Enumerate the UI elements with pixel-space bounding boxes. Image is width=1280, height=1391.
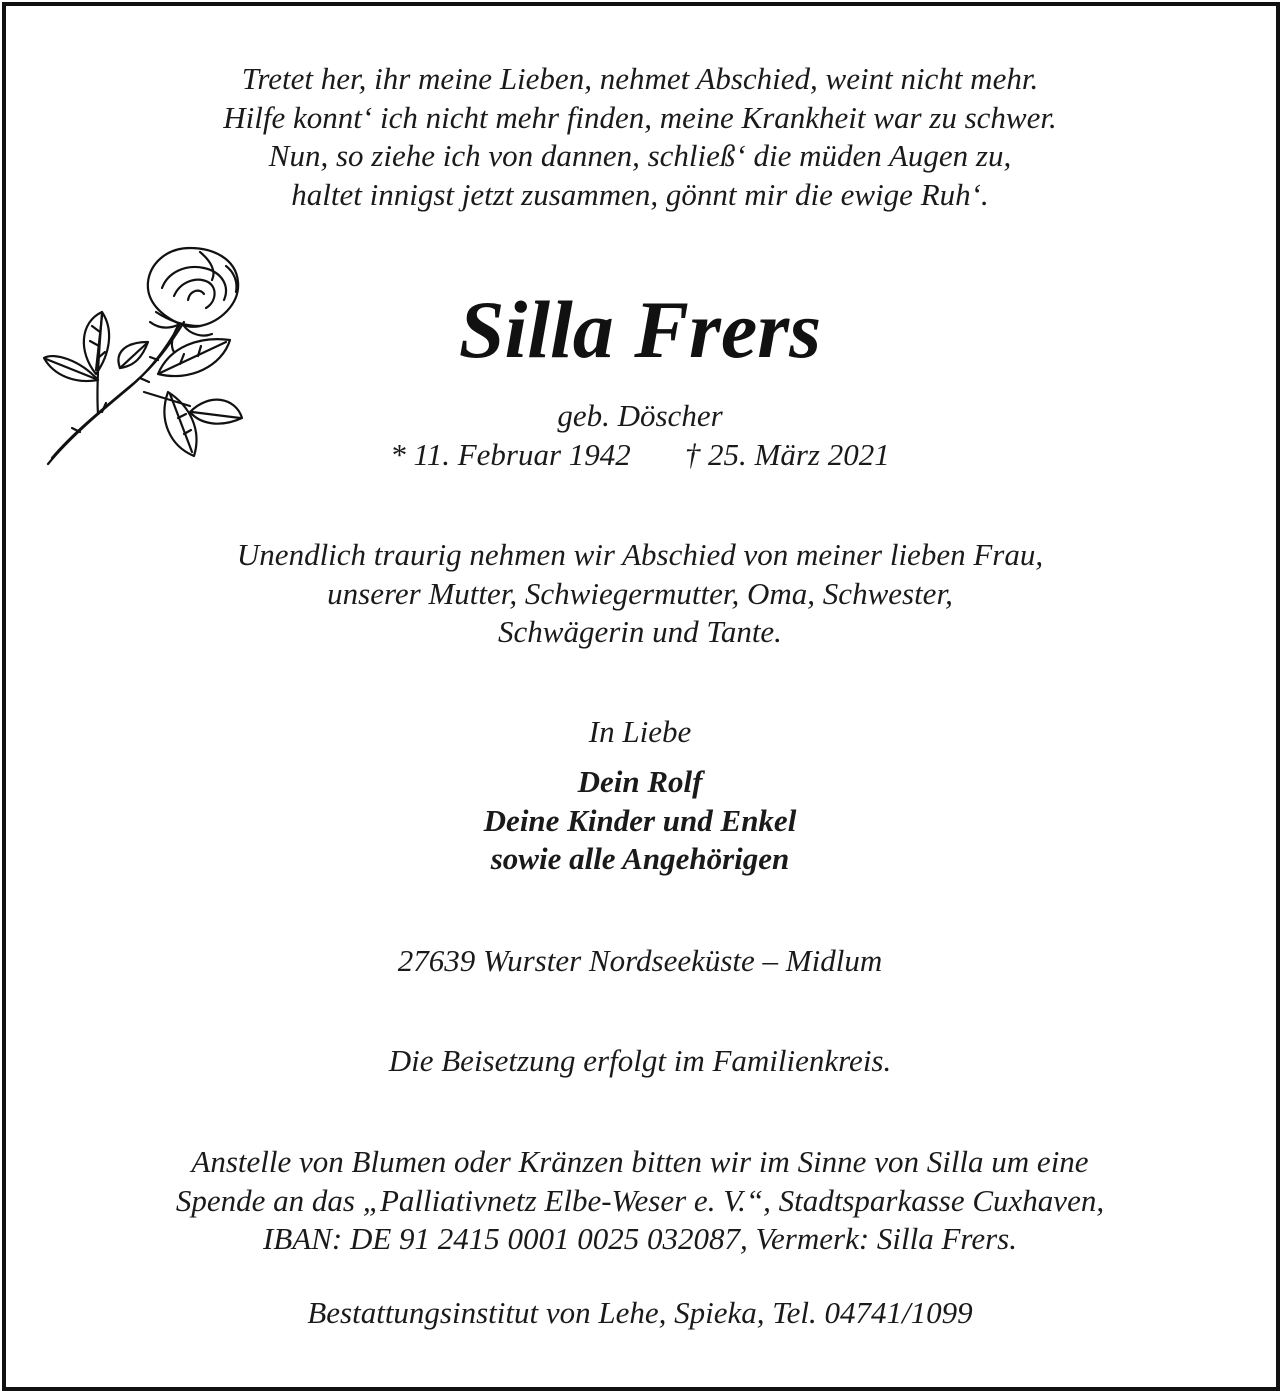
donation-line: IBAN: DE 91 2415 0001 0025 032087, Vermerk: Silla Frers. — [263, 1221, 1017, 1256]
farewell-text — [0, 536, 1280, 652]
in-love-text: In Liebe — [588, 714, 692, 749]
farewell-line: unserer Mutter, Schwiegermutter, Oma, Schwester, — [327, 575, 953, 611]
burial-note: Die Beisetzung erfolgt im Familienkreis. — [388, 1043, 892, 1078]
motto-line: haltet innigst jetzt zusammen, gönnt mir die ewige Ruh‘. — [291, 176, 989, 212]
life-dates — [0, 436, 1280, 475]
birth-info — [0, 397, 1280, 474]
motto-line: Tretet her, ihr meine Lieben, nehmet Abschied, weint nicht mehr. — [241, 61, 1039, 96]
donation-line: Spende an das „Palliativnetz Elbe-Weser e. V.“, Stadtsparkasse Cuxhaven, — [175, 1182, 1105, 1218]
mourner-line: Deine Kinder und Enkel — [483, 802, 797, 838]
farewell-line: Schwägerin und Tante. — [498, 614, 782, 649]
mourner-line: sowie alle Angehörigen — [490, 841, 790, 876]
mourner-line: Dein Rolf — [577, 764, 703, 799]
motto-line: Hilfe konnt‘ ich nicht mehr finden, meine Krankheit war zu schwer. — [223, 99, 1057, 135]
motto-line: Nun, so ziehe ich von dannen, schließ‘ die müden Augen zu, — [268, 138, 1012, 173]
donation-text — [0, 1143, 1280, 1259]
deceased-name: Silla Frers — [458, 284, 822, 375]
donation-line: Anstelle von Blumen oder Kränzen bitten wir im Sinne von Silla um eine — [191, 1144, 1089, 1179]
motto-poem — [0, 60, 1280, 214]
funeral-home-text: Bestattungsinstitut von Lehe, Spieka, Tel. 04741/1099 — [307, 1295, 973, 1330]
farewell-line: Unendlich traurig nehmen wir Abschied von meiner lieben Frau, — [236, 537, 1044, 572]
maiden-name: geb. Döscher — [557, 398, 723, 433]
death-date: † 25. März 2021 — [684, 436, 890, 472]
birth-date: * 11. Februar 1942 — [390, 436, 631, 472]
mourners-list — [0, 763, 1280, 879]
location-text: 27639 Wurster Nordseeküste – Midlum — [397, 943, 883, 978]
